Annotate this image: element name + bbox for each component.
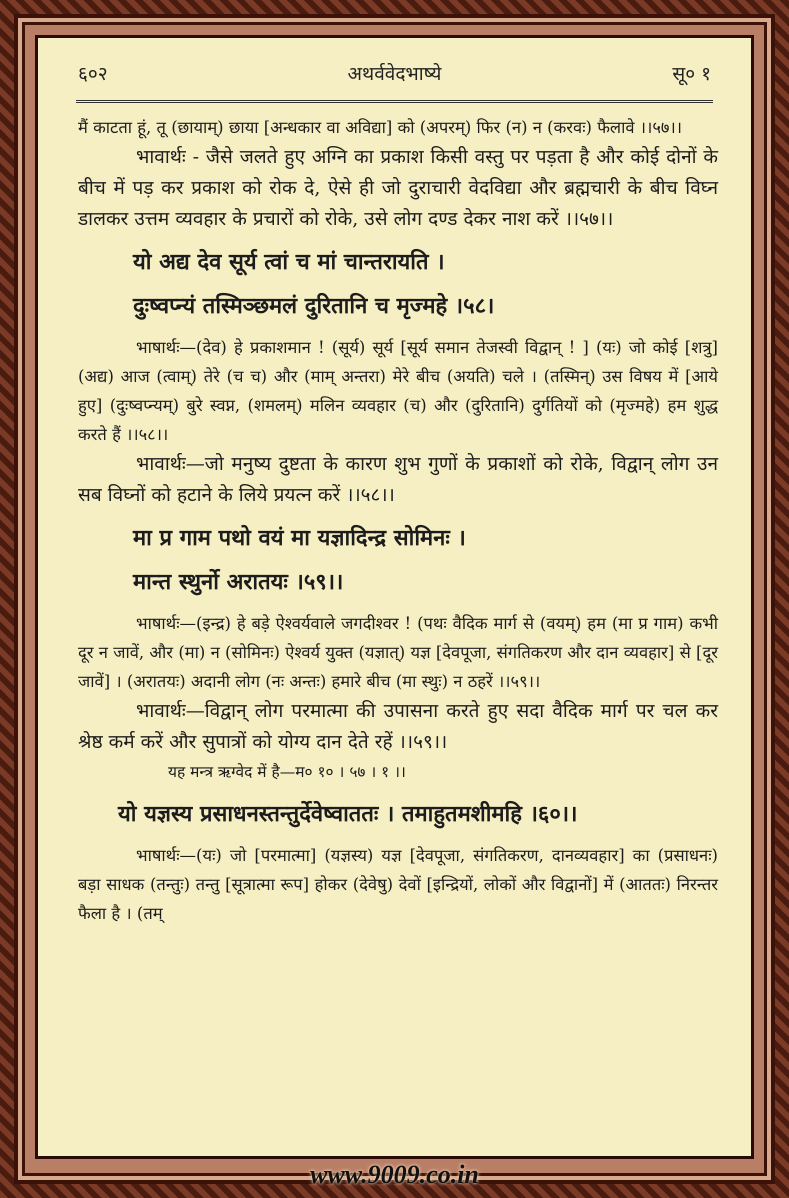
bhavartha-58: भावार्थः—जो मनुष्य दुष्टता के कारण शुभ गुणों के प्रकाशों को रोके, विद्वान् लोग उन सब विघ्नों को हटाने के लिये प्रयत्न करें ।।५८।। — [78, 453, 718, 506]
mantra-58-line-1: यो अद्य देव सूर्य त्वां च मां चान्तरायति । — [133, 249, 445, 275]
verse-57-end: मैं काटता हूं, तू (छायाम्) छाया [अन्धकार वा अविद्या] को (अपरम्) फिर (न) न (करवः) फैलावे ।।५७।। — [78, 118, 682, 137]
mantra-60: यो यज्ञस्य प्रसाधनस्तन्तुर्देवेष्वाततः । तमाहुतमशीमहि ।६०।। — [118, 801, 578, 827]
rigveda-reference: यह मन्त्र ऋग्वेद में है—म० १० । ५७ । १ ।। — [168, 763, 406, 781]
page-content — [78, 113, 718, 928]
mantra-59-line-2: मान्त स्थुर्नो अरातयः ।५९।। — [133, 569, 344, 595]
bhavartha-59: भावार्थः—विद्वान् लोग परमात्मा की उपासना करते हुए सदा वैदिक मार्ग पर चल कर श्रेष्ठ कर्म करें और सुपात्रों को योग्य दान देते रहें ।।५९।। — [78, 700, 718, 753]
page-number: ६०२ — [78, 63, 108, 85]
bhasharth-60: भाषार्थः—(यः) जो [परमात्मा] (यज्ञस्य) यज्ञ [देवपूजा, संगतिकरण, दानव्यवहार] का (प्रसाधनः) बड़ा साधक (तन्तुः) तन्तु [सूत्रात्मा रूप] होकर (देवेषु) देवों [इन्द्रियों, लोकों और विद्वानों] में (आततः) निरन्तर फैला है । (तम् — [78, 846, 718, 923]
bhasharth-59: भाषार्थः—(इन्द्र) हे बड़े ऐश्वर्यवाले जगदीश्वर ! (पथः वैदिक मार्ग से (वयम्) हम (मा प्र गाम) कभी दूर न जावें, और (मा) न (सोमिनः) ऐश्वर्य युक्त (यज्ञात्) यज्ञ [देवपूजा, संगतिकरण और दान व्यवहार] से [दूर जावें] । (अरातयः) अदानी लोग (नः अन्तः) हमारे बीच (मा स्थुः) न ठहरें ।।५९।। — [78, 614, 718, 691]
website-watermark: www.9009.co.in — [310, 1160, 479, 1189]
header-rule — [76, 100, 713, 103]
mantra-58-line-2: दुःष्वप्न्यं तस्मिञ्छमलं दुरितानि च मृज्महे ।५८। — [133, 293, 495, 319]
book-title: अथर्ववेदभाष्ये — [347, 63, 442, 85]
bhasharth-58: भाषार्थः—(देव) हे प्रकाशमान ! (सूर्य) सूर्य [सूर्य समान तेजस्वी विद्वान् ! ] (यः) जो कोई [शत्रु] (अद्य) आज (त्वाम्) तेरे (च च) और (माम् अन्तरा) मेरे बीच (अयति) चले । (तस्मिन्) उस विषय में [आये हुए] (दुःष्वप्न्यम्) बुरे स्वप्न, (शमलम्) मलिन व्यवहार (च) और (दुरितानि) दुर्गतियों को (मृज्महे) हम शुद्ध करते हैं ।।५८।। — [78, 338, 718, 444]
bhavartha-57: भावार्थः - जैसे जलते हुए अग्नि का प्रकाश किसी वस्तु पर पड़ता है और कोई दोनों के बीच में पड़ कर प्रकाश को रोक दे, ऐसे ही जो दुराचारी वेदविद्या और ब्रह्मचारी के बीच विघ्न डालकर उत्तम व्यवहार के प्रचारों को रोके, उसे लोग दण्ड देकर नाश करें ।।५७।। — [78, 146, 718, 230]
book-page — [38, 38, 751, 1156]
mantra-59-line-1: मा प्र गाम पथो वयं मा यज्ञादिन्द्र सोमिनः । — [133, 525, 466, 551]
page-header — [38, 38, 751, 100]
sukta-label: सू० १ — [672, 63, 711, 85]
